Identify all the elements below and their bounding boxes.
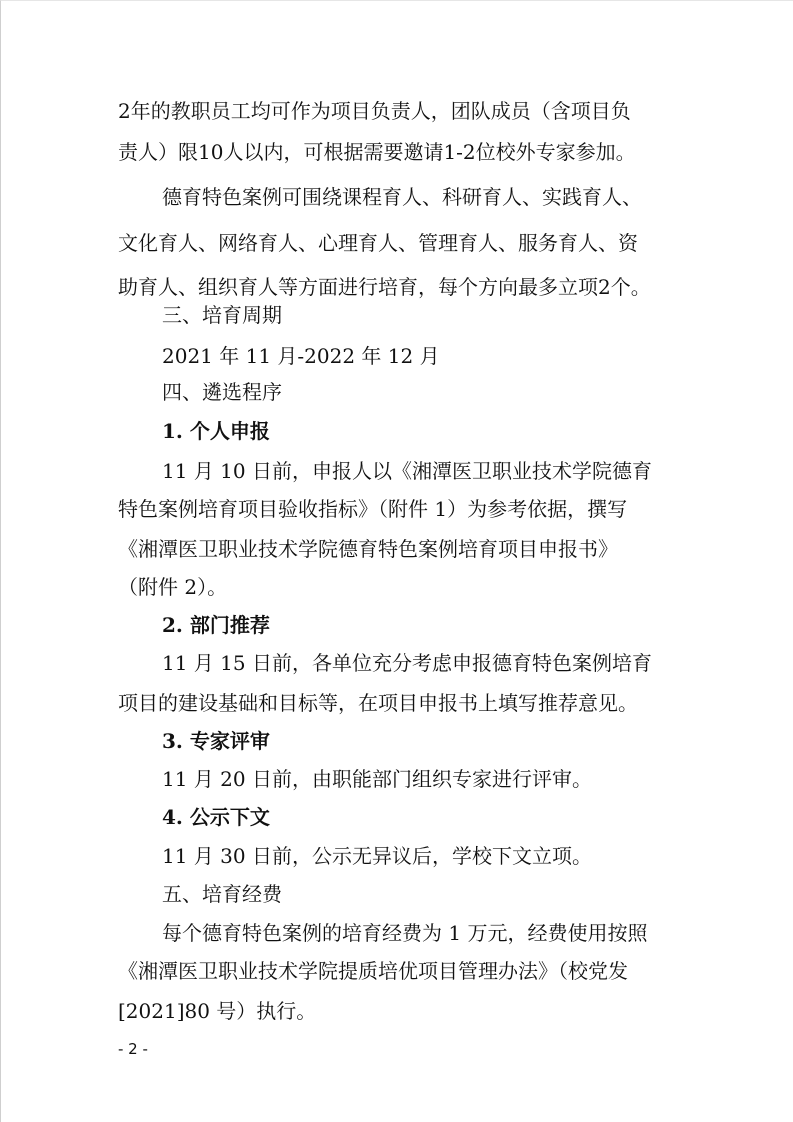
paragraph-line: 11 月 15 日前，各单位充分考虑申报德育特色案例培育: [162, 651, 652, 675]
paragraph-line: 11 月 10 日前，申报人以《湘潭医卫职业技术学院德育: [162, 459, 652, 483]
step-heading-2: 2. 部门推荐: [162, 613, 270, 637]
paragraph-line: 每个德育特色案例的培育经费为 1 万元，经费使用按照: [162, 921, 648, 945]
paragraph-line: 11 月 30 日前，公示无异议后，学校下文立项。: [162, 844, 592, 868]
paragraph-line: 11 月 20 日前，由职能部门组织专家进行评审。: [162, 767, 592, 791]
paragraph-line: 德育特色案例可围绕课程育人、科研育人、实践育人、: [162, 185, 642, 209]
page-number: - 2 -: [118, 1040, 148, 1058]
paragraph-line: 《湘潭医卫职业技术学院提质培优项目管理办法》（校党发: [118, 959, 628, 983]
step-heading-1: 1. 个人申报: [162, 419, 270, 443]
paragraph-line: 特色案例培育项目验收指标》（附件 1）为参考依据，撰写: [118, 497, 628, 521]
paragraph-line: 助育人、组织育人等方面进行培育，每个方向最多立项2个。: [118, 275, 651, 299]
cycle-dates: 2021 年 11 月-2022 年 12 月: [162, 344, 440, 368]
paragraph-line: 2年的教职员工均可作为项目负责人，团队成员（含项目负: [118, 99, 631, 123]
step-heading-3: 3. 专家评审: [162, 729, 270, 753]
paragraph-line: 项目的建设基础和目标等，在项目申报书上填写推荐意见。: [118, 691, 638, 715]
section-heading-4: 四、遴选程序: [162, 380, 282, 404]
paragraph-line: 责人）限10人以内，可根据需要邀请1-2位校外专家参加。: [118, 140, 636, 164]
paragraph-line: [2021]80 号）执行。: [118, 999, 317, 1023]
paragraph-line: （附件 2）。: [118, 575, 228, 599]
paragraph-line: 文化育人、网络育人、心理育人、管理育人、服务育人、资: [118, 231, 638, 255]
section-heading-5: 五、培育经费: [162, 882, 282, 906]
paragraph-line: 《湘潭医卫职业技术学院德育特色案例培育项目申报书》: [118, 537, 618, 561]
step-heading-4: 4. 公示下文: [162, 805, 270, 829]
section-heading-3: 三、培育周期: [162, 303, 282, 327]
